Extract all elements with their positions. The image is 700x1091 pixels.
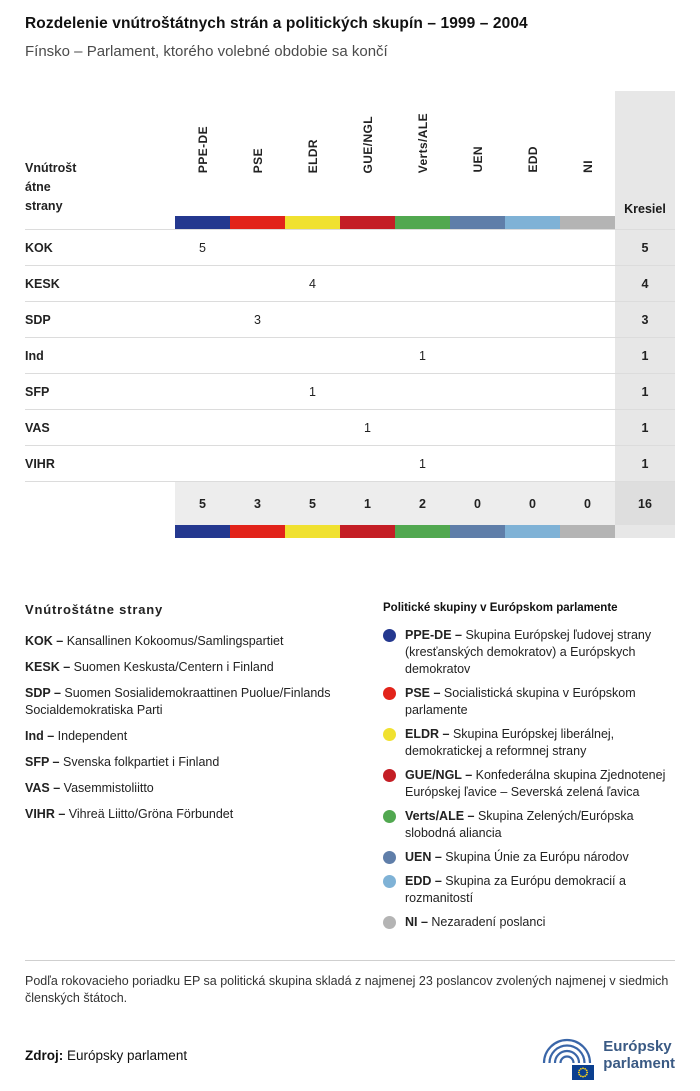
- group-legend-item-gue-ngl: [383, 767, 675, 801]
- seat-value-edd: [505, 410, 560, 446]
- color-bar-cell-gue-ngl: [340, 216, 395, 230]
- seat-value-verts-ale: [395, 374, 450, 410]
- seat-value-uen: [450, 302, 505, 338]
- seat-value-uen: [450, 410, 505, 446]
- party-abbr: VAS –: [25, 781, 64, 795]
- seat-value-gue-ngl: [340, 338, 395, 374]
- color-bar-pse: [230, 525, 285, 538]
- seat-value-ppe-de: 5: [175, 230, 230, 266]
- footer-bar: [25, 1029, 675, 1081]
- group-name: Socialistická skupina v Európskom parlamente: [405, 686, 636, 717]
- party-label: SFP: [25, 374, 175, 410]
- group-abbr: ELDR –: [405, 727, 453, 741]
- party-abbr: Ind –: [25, 729, 58, 743]
- source-label: Zdroj:: [25, 1047, 64, 1063]
- color-bar-eldr: [285, 525, 340, 538]
- group-text: [405, 914, 545, 931]
- color-bar-cell-ni: [560, 216, 615, 230]
- party-legend-item-sfp: [25, 754, 355, 771]
- seat-value-ni: [560, 410, 615, 446]
- group-name: Skupina Únie za Európu národov: [445, 850, 629, 864]
- color-bar-cell-gue-ngl: [340, 525, 395, 538]
- seat-value-uen: [450, 230, 505, 266]
- group-text: [405, 873, 675, 907]
- group-text: [405, 726, 675, 760]
- row-header-line: Vnútrošt: [25, 161, 77, 175]
- party-legend-heading: Vnútroštátne strany: [25, 602, 164, 617]
- seat-value-pse: 3: [230, 302, 285, 338]
- seat-value-pse: [230, 446, 285, 482]
- row-header-line: átne: [25, 180, 51, 194]
- party-legend-item-sdp: [25, 685, 355, 719]
- seat-value-verts-ale: [395, 302, 450, 338]
- party-name: Vihreä Liitto/Gröna Förbundet: [68, 807, 234, 821]
- group-legend-heading: Politické skupiny v Európskom parlamente: [383, 602, 618, 614]
- ni-color-dot-icon: [383, 916, 396, 929]
- column-header-label: NI: [580, 160, 595, 173]
- table-row-kok: [25, 230, 675, 266]
- seat-value-gue-ngl: 1: [340, 410, 395, 446]
- column-header-label: ELDR: [305, 138, 320, 173]
- row-seat-total: 1: [615, 410, 675, 446]
- row-seat-total: 4: [615, 266, 675, 302]
- color-bar-cell-pse: [230, 525, 285, 538]
- group-text: [405, 808, 675, 842]
- row-seat-total: 3: [615, 302, 675, 338]
- group-name: Skupina Európskej liberálnej, demokratickej a reformnej strany: [405, 727, 615, 758]
- party-label: VIHR: [25, 446, 175, 482]
- seat-value-uen: [450, 338, 505, 374]
- color-bar-pse: [230, 216, 285, 229]
- seat-value-pse: [230, 266, 285, 302]
- seat-value-gue-ngl: [340, 230, 395, 266]
- column-header-label: Verts/ALE: [415, 112, 430, 173]
- uen-color-dot-icon: [383, 851, 396, 864]
- bar-row-spacer: [25, 525, 175, 538]
- european-parliament-logo: [538, 1029, 675, 1081]
- color-bar-ni: [560, 525, 615, 538]
- seat-value-verts-ale: [395, 266, 450, 302]
- seat-value-uen: [450, 446, 505, 482]
- seat-value-verts-ale: 1: [395, 338, 450, 374]
- seat-value-pse: [230, 230, 285, 266]
- page-title: Rozdelenie vnútroštátnych strán a politických skupín – 1999 – 2004: [25, 15, 528, 32]
- color-bar-eldr: [285, 216, 340, 229]
- seat-value-ppe-de: [175, 338, 230, 374]
- column-total-ppe-de: 5: [175, 482, 230, 526]
- group-name: Nezaradení poslanci: [431, 915, 546, 929]
- color-bar-cell-edd: [505, 525, 560, 538]
- group-name: Konfederálna skupina Zjednotenej Európskej ľavice – Severská zelená ľavica: [405, 768, 666, 799]
- source-value: Európsky parlament: [67, 1047, 188, 1063]
- table-row-sfp: [25, 374, 675, 410]
- column-header-label: EDD: [525, 146, 540, 173]
- group-text: [405, 685, 675, 719]
- seat-value-ppe-de: [175, 410, 230, 446]
- seat-value-ni: [560, 446, 615, 482]
- seat-value-uen: [450, 266, 505, 302]
- logo-text: [603, 1038, 675, 1072]
- column-total-eldr: 5: [285, 482, 340, 526]
- color-bar-cell-ppe-de: [175, 216, 230, 230]
- color-bar-cell-verts-ale: [395, 216, 450, 230]
- color-bar-edd: [505, 216, 560, 229]
- seat-value-ni: [560, 266, 615, 302]
- group-abbr: UEN –: [405, 850, 446, 864]
- column-header-label: GUE/NGL: [360, 115, 375, 173]
- group-abbr: PSE –: [405, 686, 444, 700]
- totals-spacer: [25, 482, 175, 526]
- row-header: [25, 91, 175, 216]
- hemicycle-icon: [538, 1029, 596, 1081]
- ppe-de-color-dot-icon: [383, 629, 396, 642]
- color-bar-cell-ppe-de: [175, 525, 230, 538]
- color-bar-uen: [450, 525, 505, 538]
- seat-value-uen: [450, 374, 505, 410]
- seats-bar-cell: [615, 525, 675, 538]
- group-abbr: PPE-DE –: [405, 628, 466, 642]
- color-bar-gue-ngl: [340, 216, 395, 229]
- party-abbr: SDP –: [25, 686, 65, 700]
- seat-value-ppe-de: [175, 446, 230, 482]
- seat-value-gue-ngl: [340, 266, 395, 302]
- group-legend-item-verts-ale: [383, 808, 675, 842]
- group-legend-item-ppe-de: [383, 627, 675, 678]
- edd-color-dot-icon: [383, 875, 396, 888]
- seat-value-eldr: 4: [285, 266, 340, 302]
- seats-column-header: Kresiel: [615, 91, 675, 216]
- color-bar-cell-eldr: [285, 216, 340, 230]
- color-bar-edd: [505, 525, 560, 538]
- party-label: Ind: [25, 338, 175, 374]
- seat-value-verts-ale: [395, 230, 450, 266]
- column-header-pse: [230, 91, 285, 216]
- column-header-eldr: [285, 91, 340, 216]
- party-legend-item-ind: [25, 728, 355, 745]
- party-name: Svenska folkpartiet i Finland: [62, 755, 220, 769]
- seat-value-eldr: [285, 302, 340, 338]
- party-name: Independent: [57, 729, 128, 743]
- column-total-ni: 0: [560, 482, 615, 526]
- group-abbr: NI –: [405, 915, 432, 929]
- group-abbr: Verts/ALE –: [405, 809, 478, 823]
- color-bar-cell-verts-ale: [395, 525, 450, 538]
- column-header-label: PPE-DE: [195, 125, 210, 173]
- seat-value-eldr: [285, 338, 340, 374]
- seat-value-ppe-de: [175, 374, 230, 410]
- party-legend-item-vas: [25, 780, 355, 797]
- group-legend-list: [383, 627, 675, 931]
- table-row-vihr: [25, 446, 675, 482]
- group-text: [405, 849, 629, 866]
- group-text: [405, 767, 675, 801]
- eldr-color-dot-icon: [383, 728, 396, 741]
- color-bar-cell-uen: [450, 525, 505, 538]
- group-legend-item-ni: [383, 914, 675, 931]
- legend-section: [25, 602, 675, 938]
- column-total-uen: 0: [450, 482, 505, 526]
- group-legend-item-edd: [383, 873, 675, 907]
- party-abbr: VIHR –: [25, 807, 69, 821]
- totals-row: [25, 482, 675, 526]
- group-name: Skupina Európskej ľudovej strany (kresťanských demokratov) a Európskych demokratov: [405, 628, 652, 676]
- logo-text-line1: Európsky: [603, 1038, 672, 1055]
- group-abbr: EDD –: [405, 874, 446, 888]
- seat-value-edd: [505, 374, 560, 410]
- seat-value-edd: [505, 446, 560, 482]
- color-bar-ppe-de: [175, 216, 230, 229]
- column-header-ppe-de: [175, 91, 230, 216]
- seat-value-ni: [560, 338, 615, 374]
- party-label: KOK: [25, 230, 175, 266]
- party-label: KESK: [25, 266, 175, 302]
- seat-value-ni: [560, 230, 615, 266]
- row-header-line: strany: [25, 199, 63, 213]
- pse-color-dot-icon: [383, 687, 396, 700]
- party-name: Suomen Keskusta/Centern i Finland: [73, 660, 274, 674]
- seat-value-verts-ale: 1: [395, 446, 450, 482]
- row-seat-total: 1: [615, 338, 675, 374]
- row-seat-total: 1: [615, 446, 675, 482]
- group-text: [405, 627, 675, 678]
- color-bar-ppe-de: [175, 525, 230, 538]
- seat-value-gue-ngl: [340, 302, 395, 338]
- group-legend-item-eldr: [383, 726, 675, 760]
- seat-value-ppe-de: [175, 302, 230, 338]
- footnote-section: [25, 960, 675, 1007]
- column-header-uen: [450, 91, 505, 216]
- party-abbr: SFP –: [25, 755, 63, 769]
- group-name: Skupina za Európu demokracií a rozmanitostí: [405, 874, 626, 905]
- seat-value-gue-ngl: [340, 446, 395, 482]
- party-name: Vasemmistoliitto: [63, 781, 154, 795]
- party-name: Kansallinen Kokoomus/Samlingspartiet: [66, 634, 284, 648]
- logo-text-line2: parlament: [603, 1055, 675, 1072]
- party-name: Suomen Sosialidemokraattinen Puolue/Finlands Socialdemokratiska Parti: [25, 686, 331, 717]
- seat-value-gue-ngl: [340, 374, 395, 410]
- column-header-edd: [505, 91, 560, 216]
- color-bar-cell-ni: [560, 525, 615, 538]
- bottom-color-bar-row: [25, 525, 675, 538]
- source-line: [25, 1048, 187, 1063]
- seat-value-verts-ale: [395, 410, 450, 446]
- gue-ngl-color-dot-icon: [383, 769, 396, 782]
- color-bar-gue-ngl: [340, 525, 395, 538]
- column-total-gue-ngl: 1: [340, 482, 395, 526]
- top-color-bar-row: [25, 216, 675, 230]
- seat-value-edd: [505, 338, 560, 374]
- color-bar-verts-ale: [395, 525, 450, 538]
- row-seat-total: 5: [615, 230, 675, 266]
- seat-value-edd: [505, 266, 560, 302]
- party-label: VAS: [25, 410, 175, 446]
- bar-row-spacer: [25, 216, 175, 230]
- table-row-ind: [25, 338, 675, 374]
- party-label: SDP: [25, 302, 175, 338]
- seats-table: [25, 91, 675, 538]
- table-row-kesk: [25, 266, 675, 302]
- seat-value-pse: [230, 374, 285, 410]
- seat-value-ni: [560, 374, 615, 410]
- page-subtitle: Fínsko – Parlament, ktorého volebné obdobie sa končí: [25, 43, 388, 60]
- row-seat-total: 1: [615, 374, 675, 410]
- color-bar-cell-pse: [230, 216, 285, 230]
- eu-flag: [572, 1065, 594, 1080]
- grand-total: 16: [615, 482, 675, 526]
- seat-value-eldr: [285, 230, 340, 266]
- column-total-verts-ale: 2: [395, 482, 450, 526]
- color-bar-ni: [560, 216, 615, 229]
- seats-bar-cell: [615, 216, 675, 230]
- party-abbr: KESK –: [25, 660, 74, 674]
- color-bar-cell-eldr: [285, 525, 340, 538]
- table-row-vas: [25, 410, 675, 446]
- party-legend-item-kok: [25, 633, 355, 650]
- seat-value-ppe-de: [175, 266, 230, 302]
- color-bar-cell-uen: [450, 216, 505, 230]
- party-legend-item-kesk: [25, 659, 355, 676]
- seat-value-edd: [505, 302, 560, 338]
- group-abbr: GUE/NGL –: [405, 768, 476, 782]
- verts-ale-color-dot-icon: [383, 810, 396, 823]
- party-legend-list: [25, 633, 355, 823]
- column-header-verts-ale: [395, 91, 450, 216]
- column-total-edd: 0: [505, 482, 560, 526]
- seat-value-pse: [230, 410, 285, 446]
- seat-value-eldr: [285, 446, 340, 482]
- seat-value-eldr: [285, 410, 340, 446]
- column-header-label: UEN: [470, 146, 485, 173]
- group-legend-item-uen: [383, 849, 675, 866]
- table-row-sdp: [25, 302, 675, 338]
- seat-value-pse: [230, 338, 285, 374]
- column-header-ni: [560, 91, 615, 216]
- group-legend-item-pse: [383, 685, 675, 719]
- color-bar-cell-edd: [505, 216, 560, 230]
- column-header-label: PSE: [250, 147, 265, 173]
- seat-value-ni: [560, 302, 615, 338]
- party-legend: [25, 602, 355, 938]
- seat-value-eldr: 1: [285, 374, 340, 410]
- color-bar-verts-ale: [395, 216, 450, 229]
- party-legend-item-vihr: [25, 806, 355, 823]
- group-legend: [383, 602, 675, 938]
- group-name: Skupina Zelených/Európska slobodná aliancia: [405, 809, 634, 840]
- table-header-row: [25, 91, 675, 216]
- seat-value-edd: [505, 230, 560, 266]
- column-total-pse: 3: [230, 482, 285, 526]
- column-header-gue-ngl: [340, 91, 395, 216]
- party-abbr: KOK –: [25, 634, 67, 648]
- color-bar-uen: [450, 216, 505, 229]
- procedural-note: Podľa rokovacieho poriadku EP sa politická skupina skladá z najmenej 23 poslancov zvolených najmenej v siedmich členských štátoch.: [25, 974, 669, 1005]
